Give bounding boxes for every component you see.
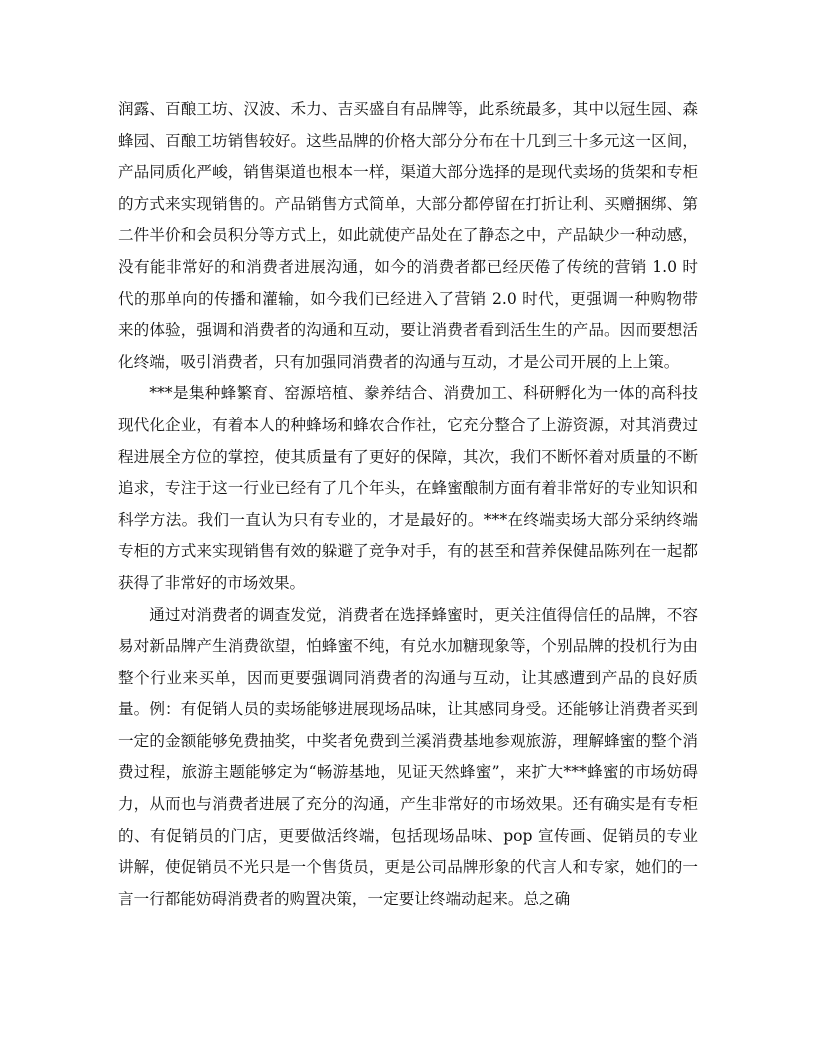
paragraph-2: ***是集种蜂繁育、窑源培植、豢养结合、消费加工、科研孵化为一体的高科技现代化企业，有着本人的种蜂场和蜂农合作社，它充分整合了上游资源，对其消费过程进展全方位的掌控，使其质量有了更好的保障，其次，我们不断怀着对质量的不断追求，专注于这一行业已经有了几个年头，在蜂蜜酿制方面有着非常好的专业知识和科学方法。我们一直认为只有专业的，才是最好的。***在终端卖场大部分采纳终端专柜的方式来实现销售有效的躲避了竞争对手，有的甚至和营养保健品陈列在一起都获得了非常好的市场效果。 <box>118 384 698 592</box>
paragraph-1: 润露、百酿工坊、汉波、禾力、吉买盛自有品牌等，此系统最多，其中以冠生园、森蜂园、百酿工坊销售较好。这些品牌的价格大部分分布在十几到三十多元这一区间，产品同质化严峻，销售渠道也根本一样，渠道大部分选择的是现代卖场的货架和专柜的方式来实现销售的。产品销售方式简单，大部分都停留在打折让利、买赠捆绑、第二件半价和会员积分等方式上，如此就使产品处在了静态之中，产品缺少一种动感，没有能非常好的和消费者进展沟通，如今的消费者都已经厌倦了传统的营销 1.0 时代的那单向的传播和灌输，如今我们已经进入了营销 2.0 时代，更强调一种购物带来的体验，强调和消费者的沟通和互动，要让消费者看到活生生的产品。因而要想活化终端，吸引消费者，只有加强同消费者的沟通与互动，才是公司开展的上上策。 <box>118 100 698 371</box>
document-page <box>118 94 698 915</box>
paragraph-3: 通过对消费者的调查发觉，消费者在选择蜂蜜时，更关注值得信任的品牌，不容易对新品牌产生消费欲望，怕蜂蜜不纯，有兑水加糖现象等，个别品牌的投机行为由整个行业来买单，因而更要强调同消费者的沟通与互动，让其感遭到产品的良好质量。例：有促销人员的卖场能够进展现场品味，让其感同身受。还能够让消费者买到一定的金额能够免费抽奖，中奖者免费到兰溪消费基地参观旅游，理解蜂蜜的整个消费过程，旅游主题能够定为“畅游基地，见证天然蜂蜜”，来扩大***蜂蜜的市场妨碍力，从而也与消费者进展了充分的沟通，产生非常好的市场效果。还有确实是有专柜的、有促销员的门店，更要做活终端，包括现场品味、pop 宣传画、促销员的专业讲解，使促销员不光只是一个售货员，更是公司品牌形象的代言人和专家，她们的一言一行都能妨碍消费者的购置决策，一定要让终端动起来。总之确 <box>118 605 698 908</box>
